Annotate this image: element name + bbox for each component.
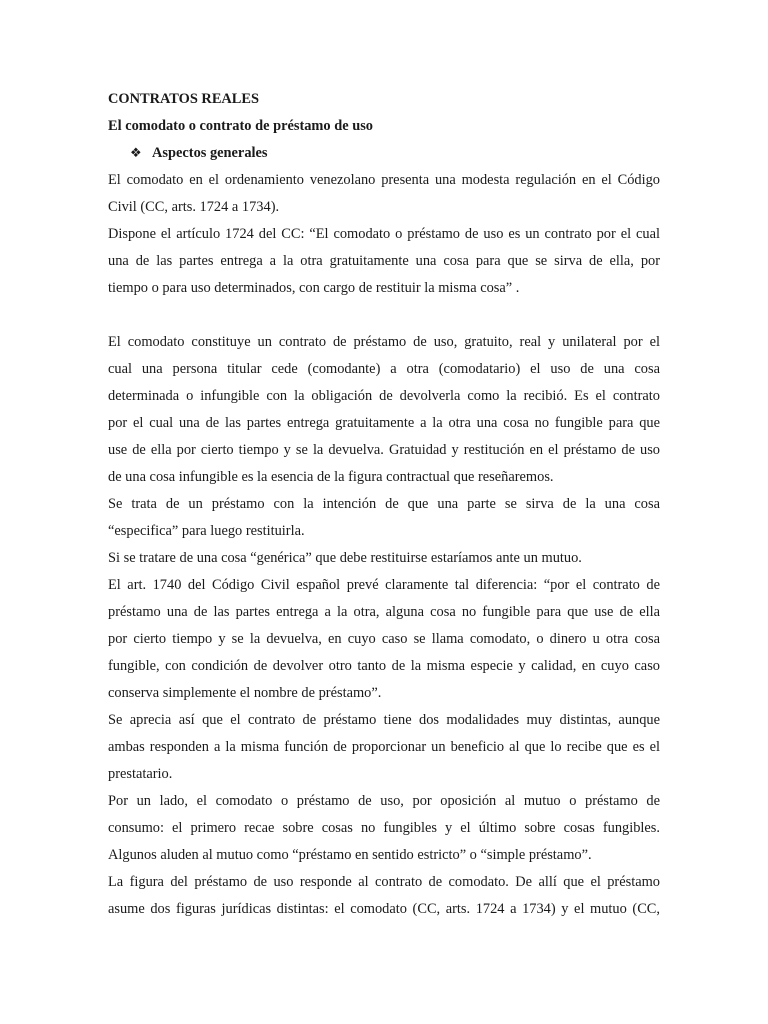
- paragraph-gap: [108, 302, 660, 329]
- document-subheading: El comodato o contrato de préstamo de uso: [108, 118, 374, 134]
- document-heading: CONTRATOS REALES: [108, 91, 260, 107]
- body-line: conserva simplemente el nombre de préstamo”.: [108, 685, 382, 701]
- body-line: determinada o infungible con la obligación de devolverla como la recibió. Es el contrato: [108, 388, 660, 404]
- body-line: El art. 1740 del Código Civil español prevé claramente tal diferencia: “por el contrato de: [108, 577, 660, 593]
- body-line: use de ella por cierto tiempo y se la devuelva. Gratuidad y restitución en el préstamo de uso: [108, 442, 660, 458]
- body-line: tiempo o para uso determinados, con cargo de restituir la misma cosa” .: [108, 280, 520, 296]
- body-line: de una cosa infungible es la esencia de la figura contractual que reseñaremos.: [108, 469, 554, 485]
- body-line: Civil (CC, arts. 1724 a 1734).: [108, 199, 280, 215]
- body-line: fungible, con condición de devolver otro tanto de la misma especie y calidad, en cuyo caso: [108, 658, 660, 674]
- body-line: “especifica” para luego restituirla.: [108, 523, 305, 539]
- body-line: cual una persona titular cede (comodante) a otra (comodatario) el uso de una cosa: [108, 361, 660, 377]
- body-line: Se trata de un préstamo con la intención de que una parte se sirva de la una cosa: [108, 496, 660, 512]
- body-line: Si se tratare de una cosa “genérica” que debe restituirse estaríamos ante un mutuo.: [108, 550, 582, 566]
- diamond-bullet-icon: ❖: [130, 146, 142, 161]
- body-line: una de las partes entrega a la otra gratuitamente una cosa para que se sirva de ella, por: [108, 253, 660, 269]
- document-page: [108, 86, 660, 923]
- body-line: El comodato en el ordenamiento venezolano presenta una modesta regulación en el Código: [108, 172, 660, 188]
- body-line: asume dos figuras jurídicas distintas: el comodato (CC, arts. 1724 a 1734) y el mutuo (CC,: [108, 901, 660, 917]
- body-line: por cierto tiempo y se la devuelva, en cuyo caso se llama comodato, o dinero u otra cosa: [108, 631, 660, 647]
- body-line: Dispone el artículo 1724 del CC: “El comodato o préstamo de uso es un contrato por el cual: [108, 226, 660, 242]
- body-line: préstamo una de las partes entrega a la otra, alguna cosa no fungible para que use de ella: [108, 604, 660, 620]
- body-line: La figura del préstamo de uso responde al contrato de comodato. De allí que el préstamo: [108, 874, 660, 890]
- body-line: ambas responden a la misma función de proporcionar un beneficio al que lo recibe que es el: [108, 739, 660, 755]
- body-line: consumo: el primero recae sobre cosas no fungibles y el último sobre cosas fungibles.: [108, 820, 660, 836]
- body-line: El comodato constituye un contrato de préstamo de uso, gratuito, real y unilateral por el: [108, 334, 660, 350]
- body-line: Se aprecia así que el contrato de préstamo tiene dos modalidades muy distintas, aunque: [108, 712, 660, 728]
- body-line: Algunos aluden al mutuo como “préstamo en sentido estricto” o “simple préstamo”.: [108, 847, 592, 863]
- body-line: Por un lado, el comodato o préstamo de uso, por oposición al mutuo o préstamo de: [108, 793, 660, 809]
- bullet-heading-text: Aspectos generales: [152, 145, 268, 161]
- body-line: prestatario.: [108, 766, 173, 782]
- body-line: por el cual una de las partes entrega gratuitamente a la otra una cosa no fungible para que: [108, 415, 660, 431]
- bullet-heading-row: [108, 140, 660, 167]
